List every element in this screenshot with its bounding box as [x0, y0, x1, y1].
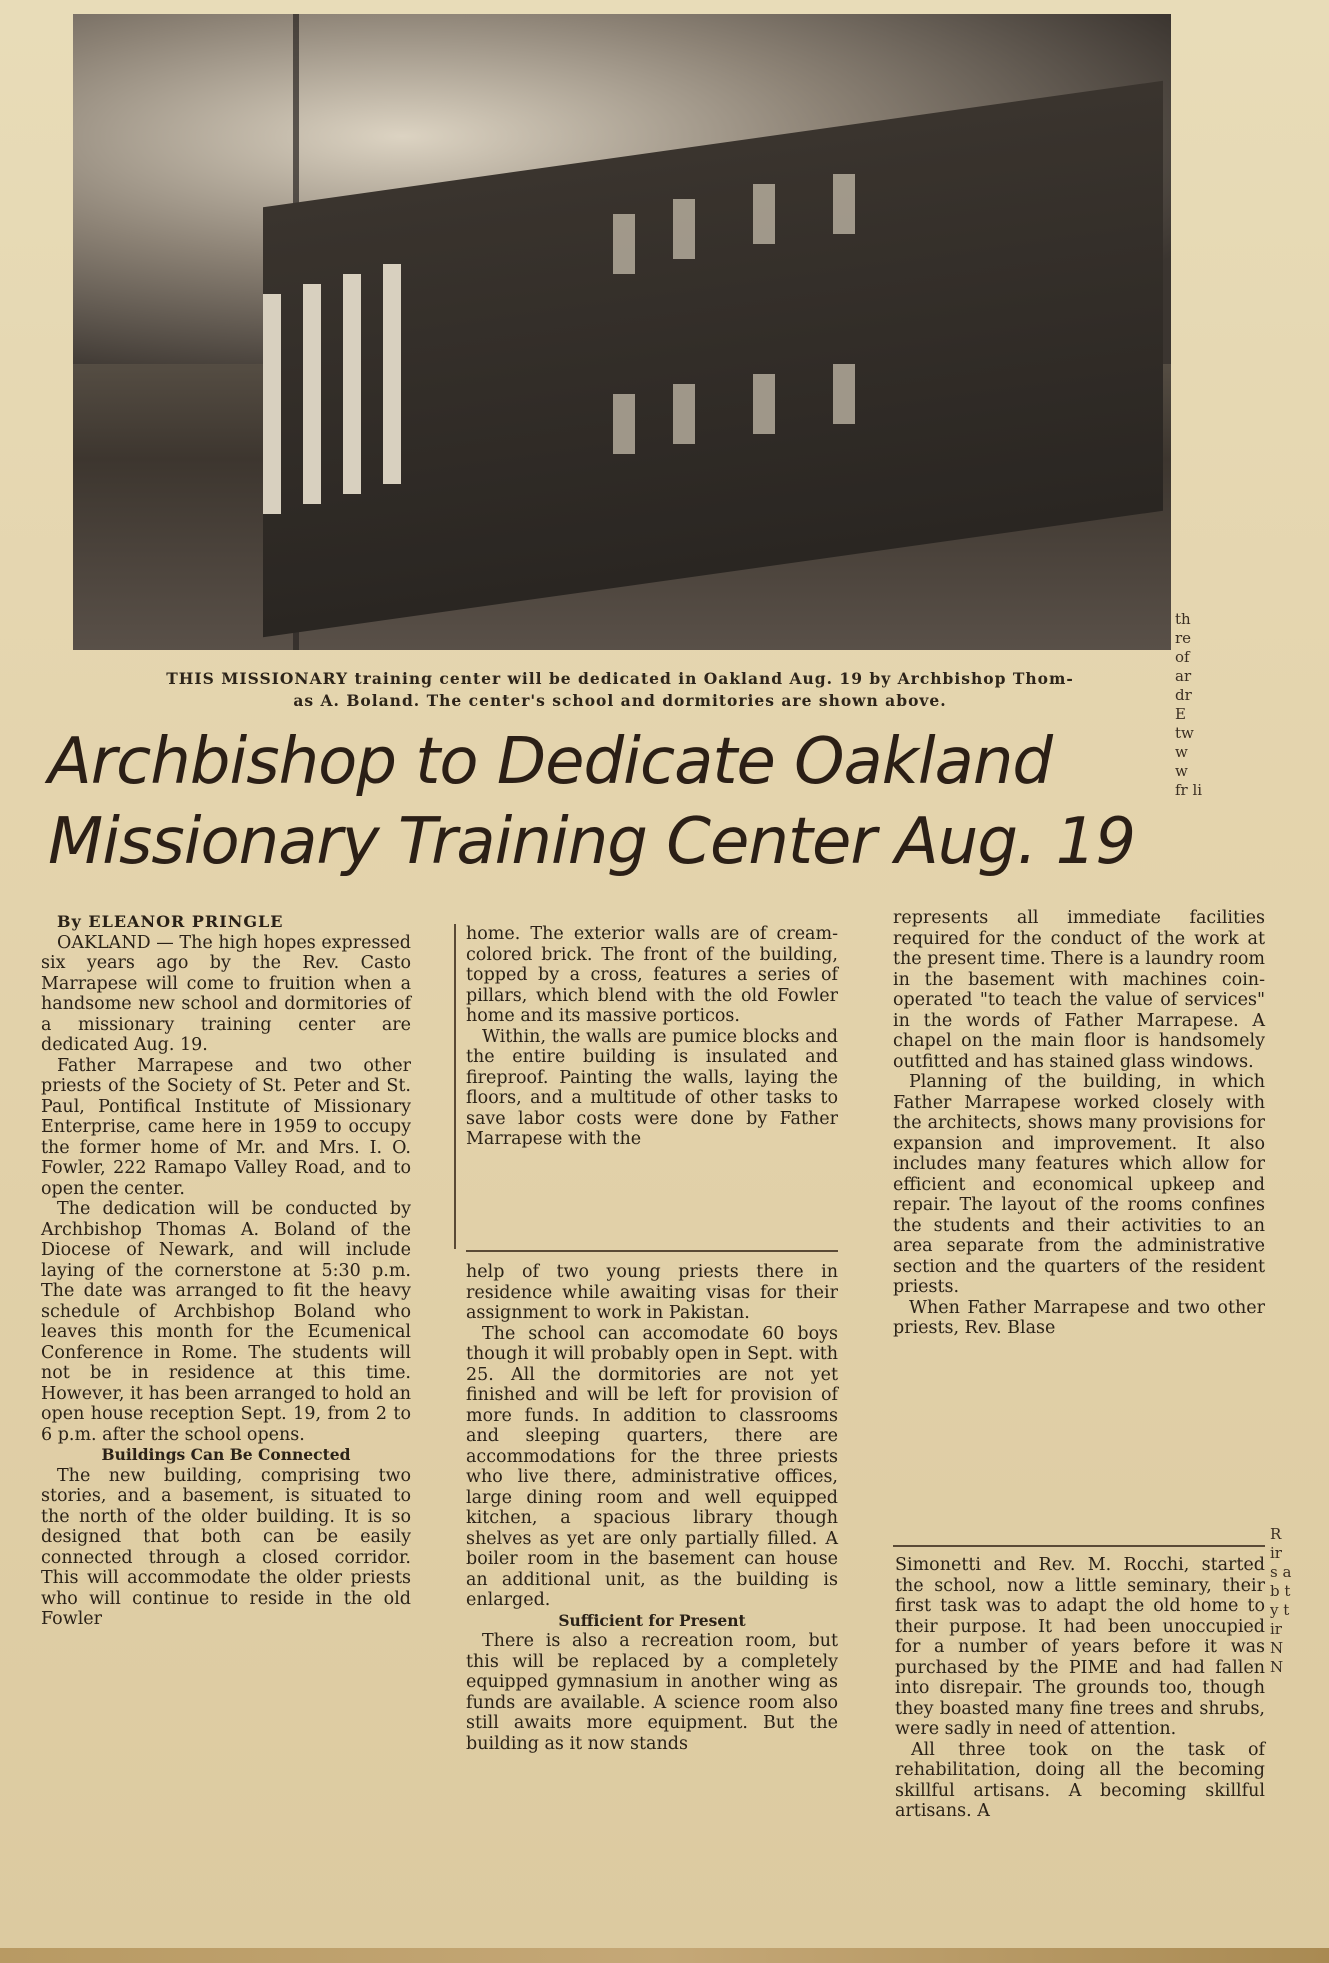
paper-edge	[0, 1948, 1329, 1963]
photo-window	[753, 374, 775, 434]
byline: By ELEANOR PRINGLE	[57, 912, 284, 931]
paragraph: help of two young priests there in residence while awaiting visas for their assignment to work in Pakistan.	[466, 1262, 838, 1323]
article-column-1	[41, 912, 411, 1630]
paragraph: There is also a recreation room, but this will be replaced by a completely equipped gymnasium in another wing as funds are available. A science room also still awaits more equipment. But the building as it now stands	[466, 1631, 838, 1754]
article-column-2-bottom	[466, 1262, 838, 1754]
paragraph: represents all immediate facilities required for the conduct of the work at the present time. There is a laundry room in the basement with machines coin-operated "to teach the value of services" in the words of Father Marrapese. A chapel on the main floor is handsomely outfitted and has stained glass windows.	[893, 908, 1265, 1072]
article-column-2-top	[466, 924, 838, 1150]
paragraph: The new building, comprising two stories, and a basement, is situated to the north of the older building. It is so designed that both can be easily connected through a closed corridor. This will accommodate the older priests who will continue to reside in the old Fowler	[41, 1465, 411, 1629]
photo-caption-line: THIS MISSIONARY training center will be dedicated in Oakland Aug. 19 by Archbishop Thom-	[166, 669, 1074, 688]
photo-window	[613, 214, 635, 274]
headline-line: Missionary Training Center Aug. 19	[48, 805, 1136, 879]
adjacent-article-fragment: R ir s a b t y t ir N N	[1270, 1525, 1292, 1676]
photo-window	[833, 174, 855, 234]
photo-caption-line: as A. Boland. The center's school and dormitories are shown above.	[293, 691, 947, 710]
column-rule	[893, 1545, 1265, 1547]
photo-window	[833, 364, 855, 424]
headline	[48, 722, 1168, 882]
column-rule	[454, 924, 456, 1249]
column-rule	[466, 1250, 838, 1252]
paragraph: Within, the walls are pumice blocks and the entire building is insulated and fireproof. Painting the walls, laying the floors, and a multitude of other tasks to save labor costs were done by Father Marrapese with the	[466, 1026, 838, 1149]
photo-window	[613, 394, 635, 454]
photo-window	[753, 184, 775, 244]
paragraph: OAKLAND — The high hopes expressed six years ago by the Rev. Casto Marrapese will come to fruition when a handsome new school and dormitories of a missionary training center are dedicated Aug. 19.	[41, 932, 411, 1055]
building-photo	[73, 14, 1171, 650]
photo-pillars	[263, 264, 513, 524]
article-column-3-top	[893, 908, 1265, 1339]
article-column-3-bottom	[895, 1555, 1265, 1822]
photo-caption	[60, 668, 1180, 712]
headline-line: Archbishop to Dedicate Oakland	[48, 725, 1052, 799]
paragraph: Simonetti and Rev. M. Rocchi, started the school, now a little seminary, their first task was to adapt the old home to their purpose. It had been unoccupied for a number of years before it was purchased by the PIME and had fallen into disrepair. The grounds too, though they boasted many fine trees and shrubs, were sadly in need of attention.	[895, 1555, 1265, 1739]
adjacent-article-fragment: th re of ar dr E tw w w fr li	[1175, 610, 1203, 799]
paragraph: All three took on the task of rehabilitation, doing all the becoming skillful artisans. A becoming skillful artisans. A	[895, 1739, 1265, 1821]
paragraph: Father Marrapese and two other priests of the Society of St. Peter and St. Paul, Pontifical Institute of Missionary Enterprise, came here in 1959 to occupy the former home of Mr. and Mrs. I. O. Fowler, 222 Ramapo Valley Road, and to open the center.	[41, 1055, 411, 1199]
subheading: Sufficient for Present	[558, 1610, 746, 1630]
subheading: Buildings Can Be Connected	[101, 1445, 351, 1464]
paragraph: The dedication will be conducted by Archbishop Thomas A. Boland of the Diocese of Newark, and will include laying of the cornerstone at 5:30 p.m. The date was arranged to fit the heavy schedule of Archbishop Boland who leaves this month for the Ecumenical Conference in Rome. The students will not be in residence at this time. However, it has been arranged to hold an open house reception Sept. 19, from 2 to 6 p.m. after the school opens.	[41, 1199, 411, 1445]
paragraph: The school can accomodate 60 boys though it will probably open in Sept. with 25. All the dormitories are not yet finished and will be left for provision of more funds. In addition to classrooms and sleeping quarters, there are accommodations for the three priests who live there, administrative offices, large dining room and well equipped kitchen, a spacious library though shelves as yet are only partially filled. A boiler room in the basement can house an additional unit, as the building is enlarged.	[466, 1323, 838, 1610]
paragraph: home. The exterior walls are of cream-colored brick. The front of the building, topped by a cross, features a series of pillars, which blend with the old Fowler home and its massive porticos.	[466, 924, 838, 1026]
photo-window	[673, 384, 695, 444]
paragraph: Planning of the building, in which Father Marrapese worked closely with the architects, shows many provisions for expansion and improvement. It also includes many features which allow for efficient and economical upkeep and repair. The layout of the rooms confines the students and their activities to an area separate from the administrative section and the quarters of the resident priests.	[893, 1072, 1265, 1297]
photo-window	[673, 199, 695, 259]
paragraph: When Father Marrapese and two other priests, Rev. Blase	[893, 1297, 1265, 1338]
